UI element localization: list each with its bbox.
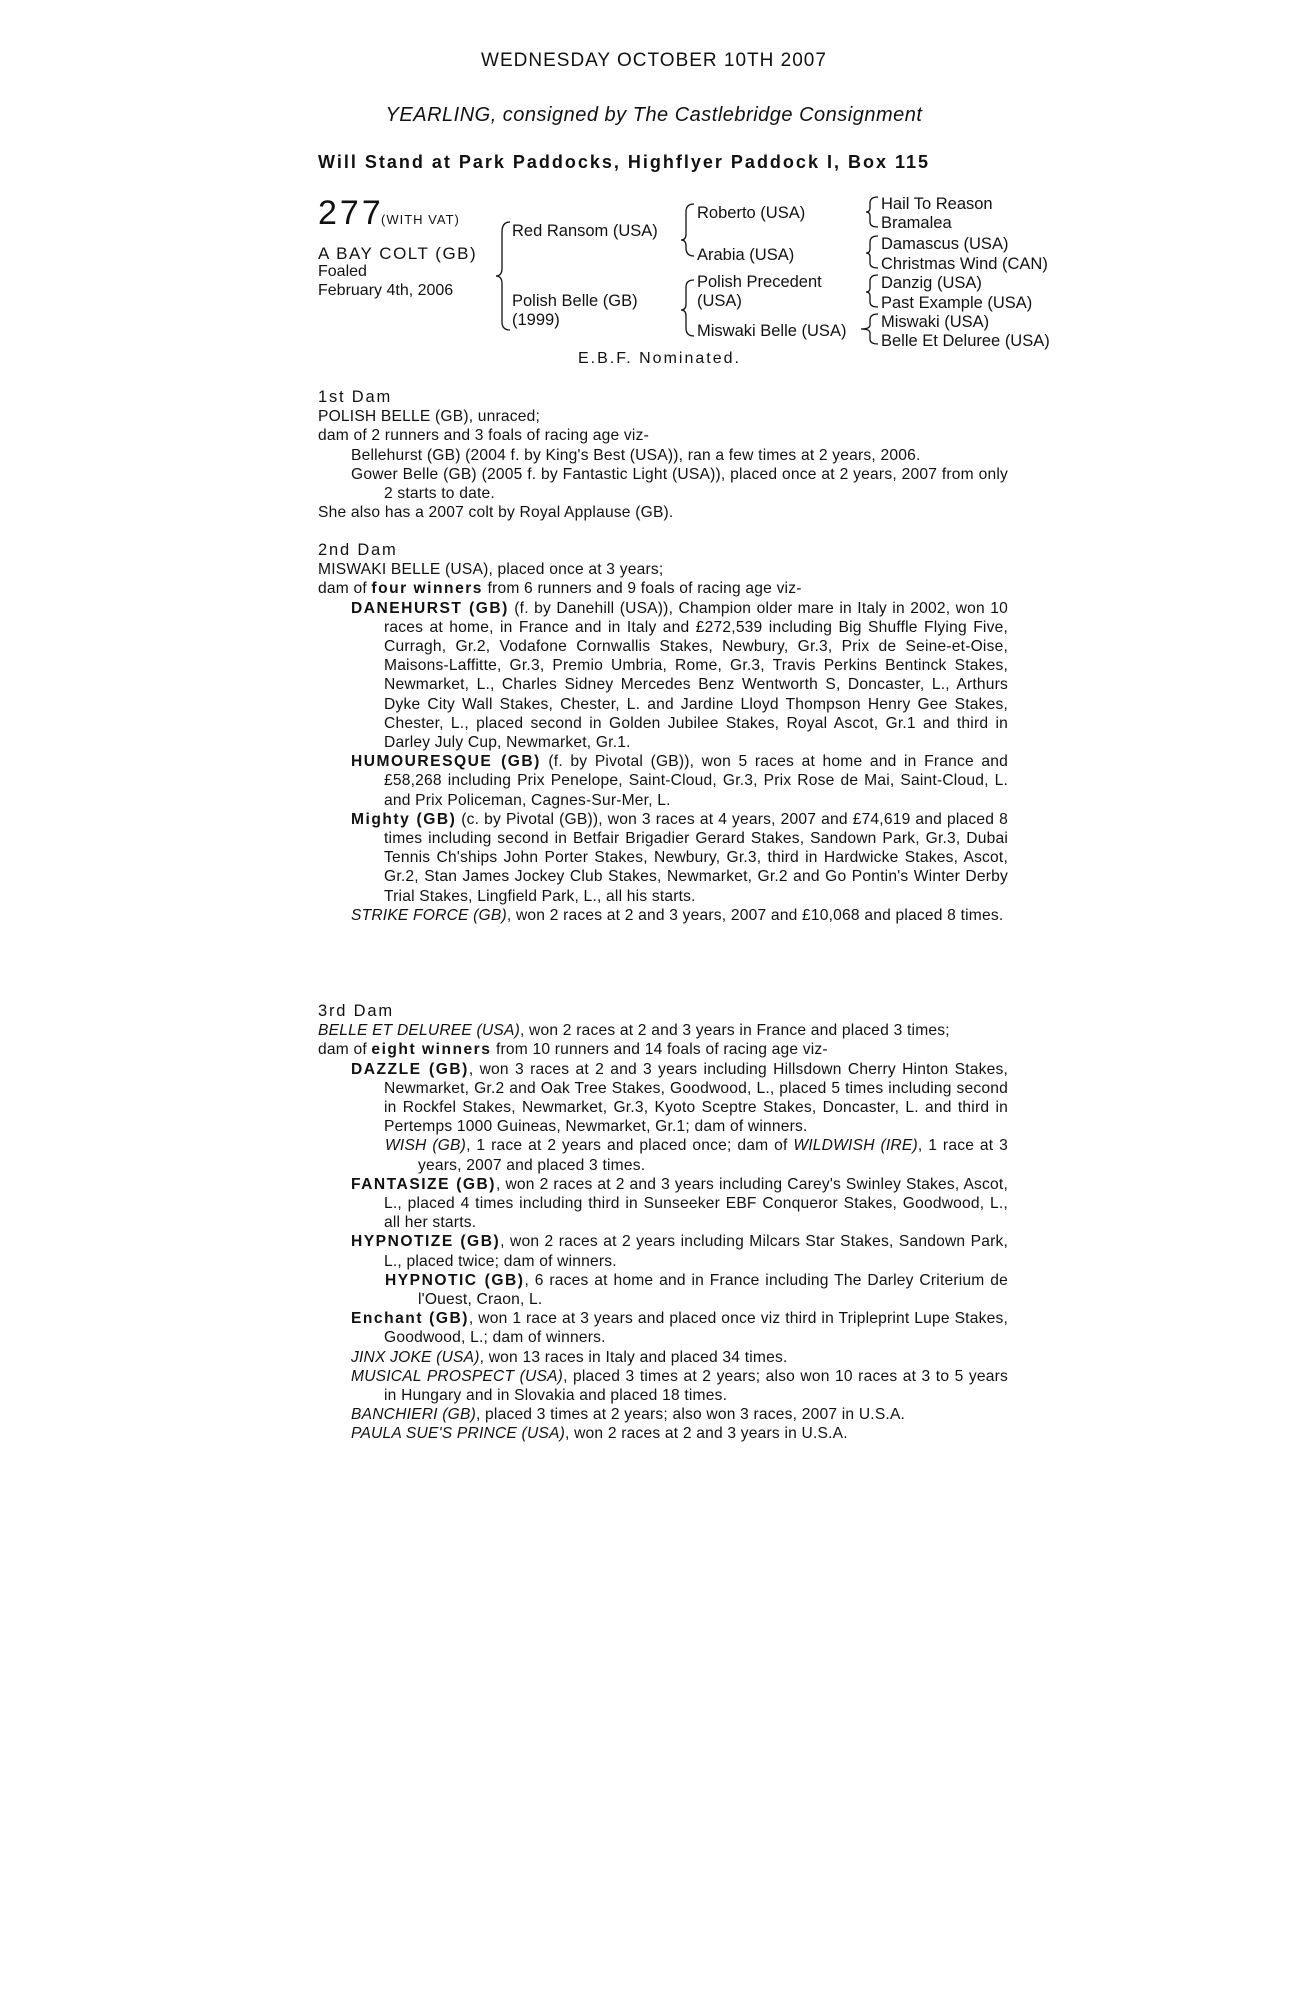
second-dam-heading: 2nd Dam: [318, 541, 398, 559]
pedigree-brackets: [0, 0, 1308, 360]
pedigree-dam: Polish Belle (GB): [512, 292, 638, 310]
first-dam-produce-2: Gower Belle (GB) (2005 f. by Fantastic Light (USA)), placed once at 2 years, 2007 from only 2 starts to date.: [351, 465, 1008, 503]
third-dam-name: BELLE ET DELUREE (USA), won 2 races at 2 and 3 years in France and placed 3 times;: [318, 1022, 950, 1040]
third-dam-produce-5: JINX JOKE (USA), won 13 races in Italy and placed 34 times.: [351, 1348, 788, 1366]
pedigree-g7: Miswaki (USA): [881, 313, 990, 331]
third-dam-produce-4: Enchant (GB), won 1 race at 3 years and placed once viz third in Tripleprint Lupe Stakes, Goodwood, L.; dam of winners.: [351, 1310, 1008, 1347]
pedigree-g8: Belle Et Deluree (USA): [881, 332, 1050, 350]
second-dam-produce-4: STRIKE FORCE (GB), won 2 races at 2 and 3 years, 2007 and £10,068 and placed 8 times.: [351, 906, 1004, 924]
pedigree-g4: Christmas Wind (CAN): [881, 255, 1048, 273]
second-dam-produce-2: HUMOURESQUE (GB) (f. by Pivotal (GB)), won 5 races at home and in France and £58,268 including Prix Penelope, Saint-Cloud, Gr.3, Prix Rose de Mai, Saint-Cloud, L. and Prix Policeman, Cagnes-Sur-Mer, L.: [351, 753, 1008, 809]
lot-number: 277: [318, 194, 384, 232]
second-dam-section: [318, 541, 1008, 925]
third-dam-produce-6: MUSICAL PROSPECT (USA), placed 3 times at 2 years; also won 10 races at 3 to 5 years in Hungary and in Slovakia and placed 18 times.: [351, 1367, 1008, 1405]
pedigree-dam-sire-country: (USA): [697, 292, 742, 310]
ebf-nominated: E.B.F. Nominated.: [578, 350, 741, 367]
pedigree-sire-dam: Arabia (USA): [697, 246, 795, 264]
pedigree-dam-sire: Polish Precedent: [697, 273, 822, 291]
third-dam-produce-3: HYPNOTIZE (GB), won 2 races at 2 years including Milcars Star Stakes, Sandown Park, L., placed twice; dam of winners.: [351, 1233, 1008, 1270]
third-dam-produce-1a: WISH (GB), 1 race at 2 years and placed once; dam of WILDWISH (IRE), 1 race at 3 years, 2007 and placed 3 times.: [385, 1137, 1008, 1174]
second-dam-summary: dam of four winners from 6 runners and 9 foals of racing age viz-: [318, 580, 802, 598]
third-dam-produce-8: PAULA SUE'S PRINCE (USA), won 2 races at 2 and 3 years in U.S.A.: [351, 1425, 848, 1443]
first-dam-summary: dam of 2 runners and 3 foals of racing age viz-: [318, 427, 649, 445]
stand-location: Will Stand at Park Paddocks, Highflyer Paddock I, Box 115: [318, 152, 930, 172]
lot-vat: (WITH VAT): [381, 212, 460, 227]
third-dam-summary: dam of eight winners from 10 runners and 14 foals of racing age viz-: [318, 1041, 828, 1059]
first-dam-heading: 1st Dam: [318, 388, 393, 406]
first-dam-produce-1: Bellehurst (GB) (2004 f. by King's Best (USA)), ran a few times at 2 years, 2006.: [351, 446, 921, 464]
third-dam-produce-3a: HYPNOTIC (GB), 6 races at home and in France including The Darley Criterium de l'Ouest, Craon, L.: [385, 1271, 1008, 1309]
second-dam-produce-3: Mighty (GB) (c. by Pivotal (GB)), won 3 races at 4 years, 2007 and £74,619 and placed 8 times including second in Betfair Brigadier Gerard Stakes, Sandown Park, Gr.3, Dubai Tennis Ch'ships John Porter Stakes, Newbury, Gr.3, third in Hardwicke Stakes, Ascot, Gr.2, Stan James Jockey Club Stakes, Newmarket, Gr.2 and Go Pontin's Winter Derby Trial Stakes, Lingfield Park, L., all his starts.: [351, 810, 1008, 905]
third-dam-section: [318, 1002, 1008, 1444]
second-dam-produce-1: DANEHURST (GB) (f. by Danehill (USA)), Champion older mare in Italy in 2002, won 10 races at home, in France and in Italy and £272,539 including Big Shuffle Flying Five, Curragh, Gr.2, Vodafone Cornwallis Stakes, Newbury, Gr.3, Prix de Seine-et-Oise, Maisons-Laffitte, Gr.3, Premio Umbria, Rome, Gr.3, Travis Perkins Bentinck Stakes, Newmarket, L., Charles Sidney Mercedes Benz Wentworth S, Doncaster, L., Arthurs Dyke City Wall Stakes, Chester, L. and Jardine Lloyd Thompson Henry Gee Stakes, Chester, L., placed second in Golden Jubilee Stakes, Royal Ascot, Gr.1 and third in Darley July Cup, Newmarket, Gr.1.: [351, 599, 1008, 752]
consignment-line: YEARLING, consigned by The Castlebridge Consignment: [385, 104, 923, 126]
first-dam-name: POLISH BELLE (GB), unraced;: [318, 408, 541, 426]
first-dam-note: She also has a 2007 colt by Royal Applause (GB).: [318, 504, 674, 522]
pedigree-g3: Damascus (USA): [881, 235, 1009, 253]
foaled-date: February 4th, 2006: [318, 282, 454, 299]
third-dam-heading: 3rd Dam: [318, 1002, 394, 1020]
pedigree-dam-dam: Miswaki Belle (USA): [697, 322, 847, 340]
third-dam-produce-2: FANTASIZE (GB), won 2 races at 2 and 3 years including Carey's Swinley Stakes, Ascot, L., placed 4 times including third in Sunseeker EBF Conqueror Stakes, Goodwood, L., all her starts.: [351, 1175, 1008, 1232]
pedigree-g2: Bramalea: [881, 214, 952, 232]
first-dam-section: [318, 388, 1008, 522]
lot-description: A BAY COLT (GB): [318, 244, 478, 263]
pedigree-sire-sire: Roberto (USA): [697, 204, 806, 222]
pedigree-sire: Red Ransom (USA): [512, 222, 658, 240]
pedigree-g5: Danzig (USA): [881, 274, 982, 292]
pedigree-g1: Hail To Reason: [881, 195, 993, 213]
foaled-label: Foaled: [318, 263, 367, 280]
second-dam-name: MISWAKI BELLE (USA), placed once at 3 years;: [318, 561, 664, 579]
pedigree-g6: Past Example (USA): [881, 294, 1033, 312]
pedigree-dam-year: (1999): [512, 311, 560, 329]
sale-date: WEDNESDAY OCTOBER 10TH 2007: [481, 50, 827, 71]
third-dam-produce-1: DAZZLE (GB), won 3 races at 2 and 3 years including Hillsdown Cherry Hinton Stakes, Newmarket, Gr.2 and Oak Tree Stakes, Goodwood, L., placed 5 times including second in Rockfel Stakes, Newmarket, Gr.3, Kyoto Sceptre Stakes, Doncaster, L. and third in Pertemps 1000 Guineas, Newmarket, Gr.1; dam of winners.: [351, 1060, 1008, 1136]
third-dam-produce-7: BANCHIERI (GB), placed 3 times at 2 years; also won 3 races, 2007 in U.S.A.: [351, 1406, 906, 1424]
